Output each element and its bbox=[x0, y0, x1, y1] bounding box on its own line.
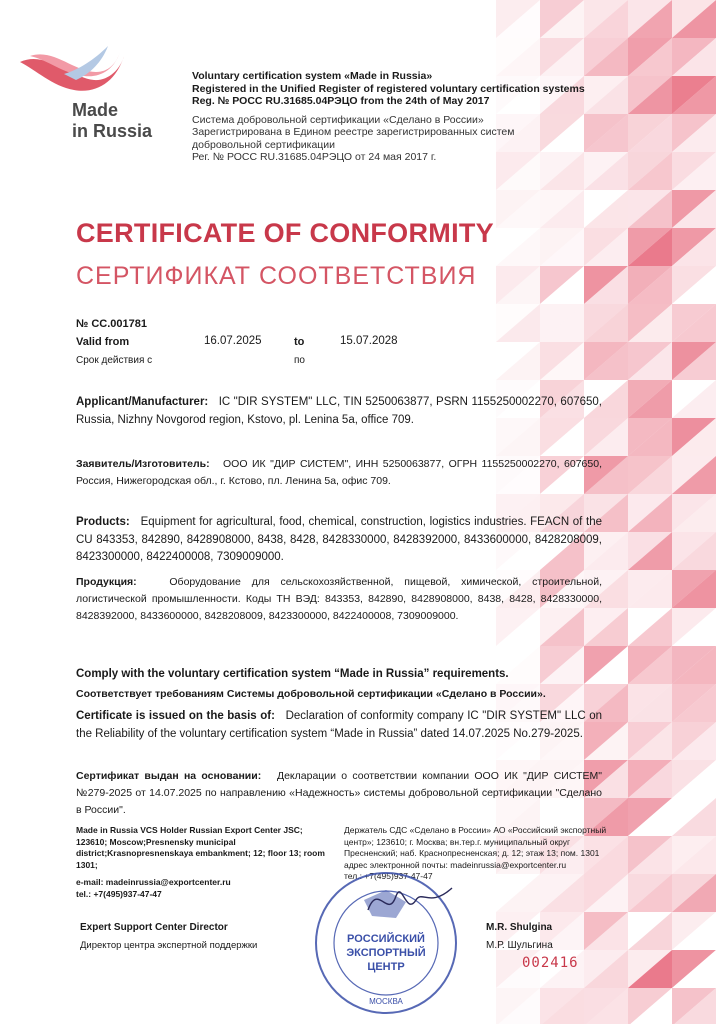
basis-text: Declaration of conformity company IC "DIR SYSTEM" LLC on the Reliability of the voluntary certification system “Made in Russia” dated 14.07.2025 No.279-2025. bbox=[76, 710, 603, 740]
applicant-text: IC "DIR SYSTEM" LLC, TIN 5250063877, PSRN 1155250002270, 607650, Russia, Nizhny Novgorod region, Kstovo, pl. Lenina 5a, office 709. bbox=[76, 396, 602, 426]
date-to: 15.07.2028 bbox=[340, 335, 398, 347]
comply-statement: Comply with the voluntary certification system “Made in Russia” requirements. bbox=[76, 668, 509, 680]
holder-ru-phone: тел.: +7(495)937-47-47 bbox=[344, 871, 433, 881]
signatory-title-ru: Директор центра экспертной поддержки bbox=[80, 940, 258, 951]
logo-line-2: in Russia bbox=[72, 121, 153, 141]
valid-from-label: Valid from bbox=[76, 336, 130, 348]
stamp-line-1: РОССИЙСКИЙ bbox=[347, 933, 425, 945]
holder-en-line-3: district;Krasnopresnenskaya embankment; 12; floor 13; room bbox=[76, 848, 325, 858]
basis-label-ru: Сертификат выдан на основании: bbox=[76, 770, 262, 782]
comply-statement-ru: Соответствует требованиям Системы добровольной сертификации «Сделано в России». bbox=[76, 688, 546, 700]
registry-ru-line-2: Зарегистрирована в Едином реестре зарегистрированных систем bbox=[192, 126, 515, 138]
registry-ru-line-3: добровольной сертификации bbox=[192, 138, 336, 151]
holder-en-phone: tel.: +7(495)937-47-47 bbox=[76, 888, 162, 899]
certificate-number: № CC.001781 bbox=[76, 318, 147, 330]
holder-ru-line-1: Держатель СДС «Сделано в России» АО «Российский экспортный bbox=[344, 825, 607, 835]
holder-en-line-4: 1301; bbox=[76, 859, 98, 870]
handwritten-signature bbox=[360, 870, 460, 930]
date-from: 16.07.2025 bbox=[204, 335, 262, 347]
stamp-city: МОСКВА bbox=[369, 997, 403, 1006]
products-en bbox=[76, 514, 602, 567]
signatory-name: M.R. Shulgina bbox=[486, 922, 553, 933]
to-label-ru: по bbox=[294, 355, 305, 366]
to-label: to bbox=[294, 336, 305, 348]
basis-ru bbox=[76, 768, 602, 819]
registry-info bbox=[192, 70, 612, 164]
products-label-ru: Продукция: bbox=[76, 576, 137, 588]
products-ru bbox=[76, 574, 602, 625]
valid-from-label-ru: Срок действия с bbox=[76, 355, 153, 366]
registry-en-line-1: Voluntary certification system «Made in Russia» bbox=[192, 70, 433, 82]
applicant-text-ru: ООО ИК "ДИР СИСТЕМ", ИНН 5250063877, ОГРН 1155250002270, 607650, Россия, Нижегородская обл., г. Кстово, пл. Ленина 5а, офис 709. bbox=[76, 458, 602, 487]
serial-number: 002416 bbox=[522, 955, 579, 971]
signatory-title: Expert Support Center Director bbox=[80, 922, 228, 933]
signatory-name-ru: М.Р. Шульгина bbox=[486, 940, 553, 951]
holder-ru-email: адрес электронной почты: madeinrussia@exportcenter.ru bbox=[344, 859, 567, 870]
applicant-ru bbox=[76, 456, 602, 490]
applicant-label-ru: Заявитель/Изготовитель: bbox=[76, 458, 210, 470]
products-label: Products: bbox=[76, 516, 130, 528]
registry-ru-line-4: Рег. № РОСС RU.31685.04РЭЦО от 24 мая 2017 г. bbox=[192, 151, 437, 163]
products-text: Equipment for agricultural, food, chemical, construction, logistics industries. FEACN of the CU 843353, 842890, 8428908000, 8438, 8428, 8428330000, 8428392000, 8433600000, 8428208009, 8423300000, 8422400008, 7309009000. bbox=[76, 516, 602, 563]
basis-text-ru: Декларации о соответствии компании ООО ИК "ДИР СИСТЕМ" №279-2025 от 14.07.2025 по направлению «Надежность» системы добровольной сертификации "Сделано в России". bbox=[76, 770, 602, 816]
title-russian: СЕРТИФИКАТ СООТВЕТСТВИЯ bbox=[76, 262, 477, 290]
holder-en-line-1: Made in Russia VCS Holder Russian Export Center JSC; bbox=[76, 825, 303, 835]
title-english: CERTIFICATE OF CONFORMITY bbox=[76, 218, 494, 248]
logo-line-1: Made bbox=[72, 100, 119, 120]
made-in-russia-logo-mark bbox=[16, 40, 126, 96]
stamp-line-3: ЦЕНТР bbox=[367, 961, 405, 973]
basis-label: Certificate is issued on the basis of: bbox=[76, 710, 275, 722]
holder-en-email: e-mail: madeinrussia@exportcenter.ru bbox=[76, 877, 231, 887]
logo-wordmark bbox=[72, 100, 152, 142]
holder-ru-line-3: Пресненский; наб. Краснопресненская; д. 12; этаж 13; пом. 1301 bbox=[344, 848, 600, 858]
holder-ru-line-2: центр»; 123610; г. Москва; вн.тер.г. муниципальный округ bbox=[344, 836, 571, 847]
stamp-line-2: ЭКСПОРТНЫЙ bbox=[346, 947, 426, 959]
registry-en-line-3: Reg. № РОСС RU.31685.04РЭЦО from the 24th of May 2017 bbox=[192, 95, 490, 107]
applicant-en bbox=[76, 394, 602, 429]
applicant-label: Applicant/Manufacturer: bbox=[76, 396, 209, 408]
registry-ru-line-1: Система добровольной сертификации «Сделано в России» bbox=[192, 113, 484, 126]
basis-en bbox=[76, 708, 602, 743]
products-text-ru: Оборудование для сельскохозяйственной, пищевой, химической, строительной, логистической промышленности. Коды ТН ВЭД: 843353, 842890, 8428908000, 8438, 8428, 8428330000, 8428392000, 8433600000, 8428208009, 8423300000, 8422400008, 7309009000. bbox=[76, 576, 602, 622]
registry-en-line-2: Registered in the Unified Register of registered voluntary certification systems bbox=[192, 82, 585, 95]
holder-en-line-2: 123610; Moscow;Presnensky municipal bbox=[76, 836, 236, 847]
